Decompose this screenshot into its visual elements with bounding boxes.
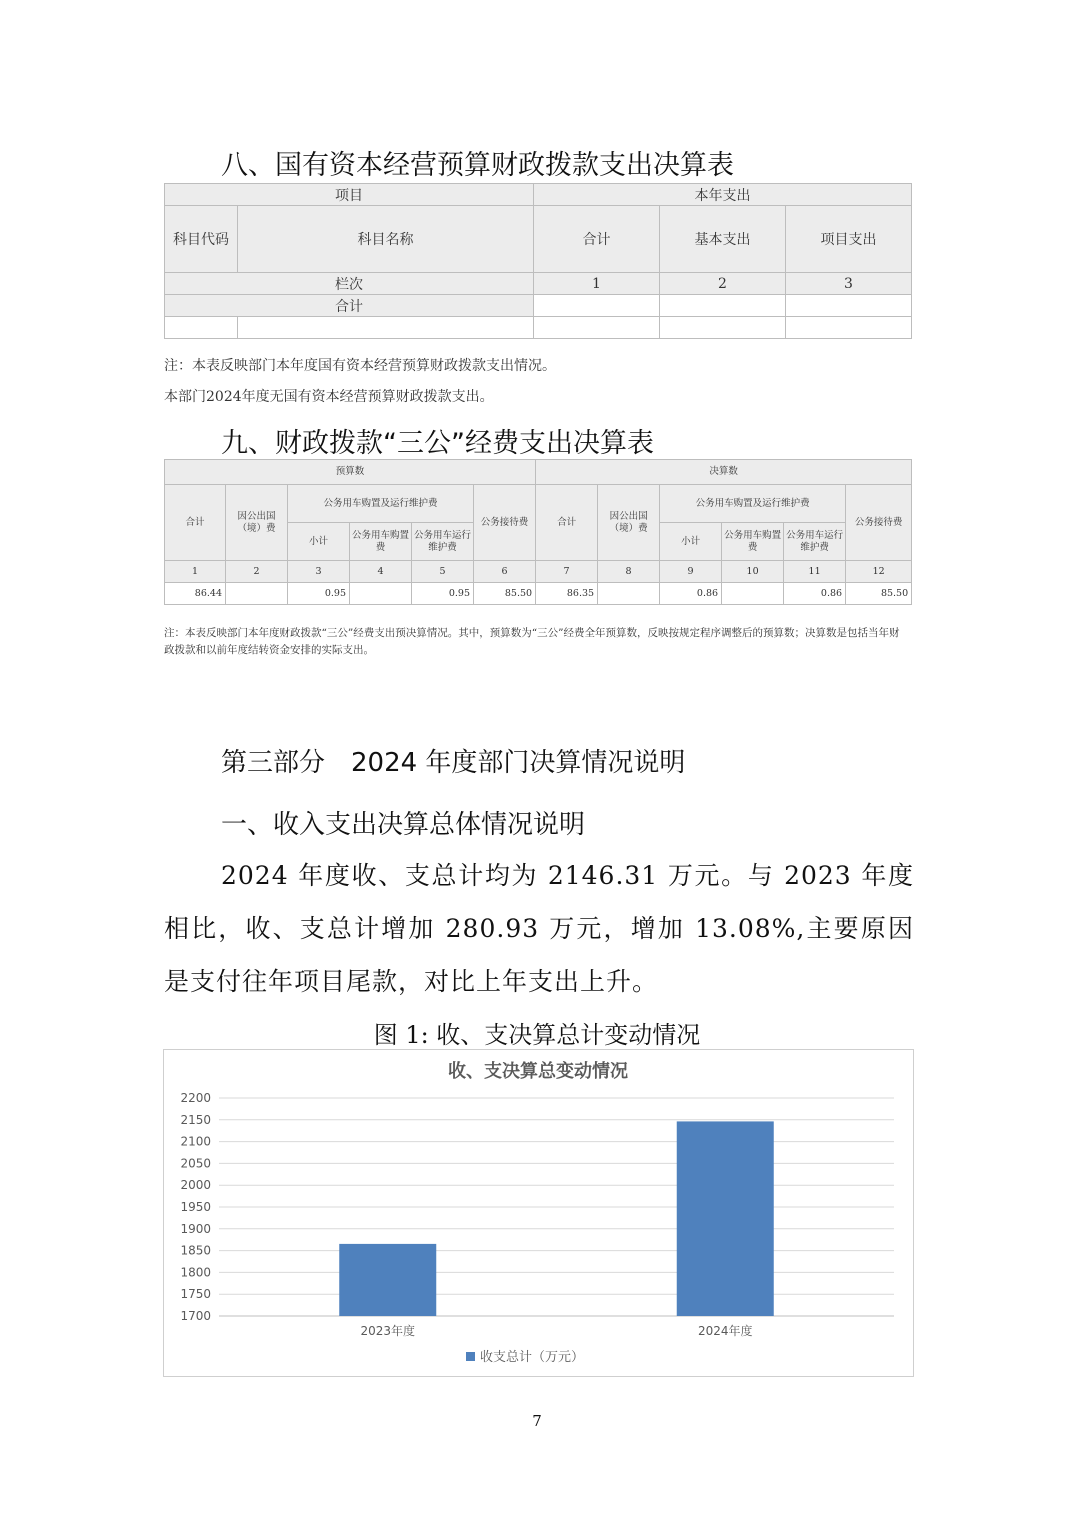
value-cell: 0.95 — [412, 583, 474, 605]
y-tick-label: 1950 — [180, 1200, 211, 1214]
header-abroad: 因公出国（境）费 — [598, 485, 660, 561]
part3-title: 第三部分 2024 年度部门决算情况说明 — [221, 748, 686, 778]
col-number: 4 — [350, 561, 412, 583]
value-cell: 86.44 — [165, 583, 226, 605]
header-item: 项目支出 — [786, 206, 912, 273]
y-tick-label: 1700 — [180, 1309, 211, 1323]
header-total: 合计 — [534, 206, 660, 273]
header-subtotal: 小计 — [288, 523, 350, 561]
col-number: 11 — [784, 561, 846, 583]
header-basic: 基本支出 — [660, 206, 786, 273]
y-tick-label: 1900 — [180, 1221, 211, 1236]
y-tick-label: 2100 — [180, 1134, 211, 1149]
x-tick-label: 2023年度 — [360, 1324, 416, 1338]
value-cell — [722, 583, 784, 605]
header-vehicle: 公务用车购置及运行维护费 — [288, 485, 474, 523]
section8-note-none: 本部门2024年度无国有资本经营预算财政拨款支出。 — [164, 389, 494, 405]
col-number: 2 — [226, 561, 288, 583]
header-purchase: 公务用车购置费 — [722, 523, 784, 561]
table-cell — [660, 317, 786, 339]
value-cell — [350, 583, 412, 605]
summary-paragraph: 2024 年度收、支总计均为 2146.31 万元。与 2023 年度相比，收、支总计增加 280.93 万元，增加 13.08%,主要原因是支付往年项目尾款，对比上年支出上升。 — [164, 861, 914, 996]
page-number: 7 — [532, 1412, 542, 1430]
col-number: 3 — [786, 273, 912, 295]
state-capital-table — [164, 183, 912, 339]
header-code: 科目代码 — [165, 206, 238, 273]
header-subtotal: 小计 — [660, 523, 722, 561]
bar — [339, 1244, 436, 1316]
table-cell — [238, 317, 534, 339]
col-number: 12 — [846, 561, 912, 583]
header-budget: 预算数 — [165, 460, 536, 485]
legend-label: 收支总计（万元） — [480, 1350, 585, 1365]
table-cell — [786, 317, 912, 339]
value-cell: 85.50 — [846, 583, 912, 605]
bar — [677, 1121, 774, 1316]
col-number: 6 — [474, 561, 536, 583]
y-tick-label: 2200 — [180, 1091, 211, 1105]
col-number: 2 — [660, 273, 786, 295]
header-purchase: 公务用车购置费 — [350, 523, 412, 561]
table-cell — [786, 295, 912, 317]
header-project: 项目 — [165, 184, 534, 206]
col-number: 8 — [598, 561, 660, 583]
header-name: 科目名称 — [238, 206, 534, 273]
y-tick-label: 1750 — [180, 1287, 211, 1302]
y-tick-label: 2000 — [180, 1178, 211, 1193]
y-tick-label: 1850 — [180, 1243, 211, 1258]
value-cell: 0.86 — [784, 583, 846, 605]
header-total: 合计 — [165, 485, 226, 561]
header-vehicle: 公务用车购置及运行维护费 — [660, 485, 846, 523]
value-cell: 85.50 — [474, 583, 536, 605]
chart-svg — [164, 1050, 913, 1376]
three-public-expenses-table — [164, 459, 912, 605]
header-final: 决算数 — [536, 460, 912, 485]
table-cell — [165, 317, 238, 339]
value-cell: 0.95 — [288, 583, 350, 605]
row-col-label: 栏次 — [165, 273, 534, 295]
section8-title: 八、国有资本经营预算财政拨款支出决算表 — [221, 150, 734, 181]
col-number: 1 — [534, 273, 660, 295]
part3-subtitle: 一、收入支出决算总体情况说明 — [221, 810, 586, 840]
y-tick-label: 1800 — [180, 1265, 211, 1280]
row-total-label: 合计 — [165, 295, 534, 317]
value-cell — [226, 583, 288, 605]
section8-note: 注：本表反映部门本年度国有资本经营预算财政拨款支出情况。 — [164, 358, 556, 374]
section9-title: 九、财政拨款“三公”经费支出决算表 — [221, 428, 654, 459]
x-tick-label: 2024年度 — [697, 1324, 753, 1338]
y-tick-label: 2050 — [180, 1156, 211, 1171]
value-cell: 86.35 — [536, 583, 598, 605]
col-number: 1 — [165, 561, 226, 583]
legend-swatch — [466, 1352, 475, 1361]
figure-caption: 图 1: 收、支决算总计变动情况 — [373, 1021, 701, 1049]
col-number: 3 — [288, 561, 350, 583]
col-number: 10 — [722, 561, 784, 583]
header-abroad: 因公出国（境）费 — [226, 485, 288, 561]
col-number: 5 — [412, 561, 474, 583]
table-cell — [534, 317, 660, 339]
table-cell — [534, 295, 660, 317]
col-number: 9 — [660, 561, 722, 583]
header-operation: 公务用车运行维护费 — [412, 523, 474, 561]
header-reception: 公务接待费 — [474, 485, 536, 561]
header-total: 合计 — [536, 485, 598, 561]
value-cell: 0.86 — [660, 583, 722, 605]
chart-title: 收、支决算总变动情况 — [448, 1061, 628, 1082]
col-number: 7 — [536, 561, 598, 583]
table-cell — [660, 295, 786, 317]
header-operation: 公务用车运行维护费 — [784, 523, 846, 561]
expense-change-chart — [163, 1049, 914, 1377]
header-current-expense: 本年支出 — [534, 184, 912, 206]
y-tick-label: 2150 — [180, 1112, 211, 1127]
value-cell — [598, 583, 660, 605]
header-reception: 公务接待费 — [846, 485, 912, 561]
section9-note: 注：本表反映部门本年度财政拨款“三公”经费支出预决算情况。其中，预算数为“三公”经费全年预算数，反映按规定程序调整后的预算数；决算数是包括当年财政拨款和以前年度结转资金安排的实际支出。 — [164, 627, 900, 656]
